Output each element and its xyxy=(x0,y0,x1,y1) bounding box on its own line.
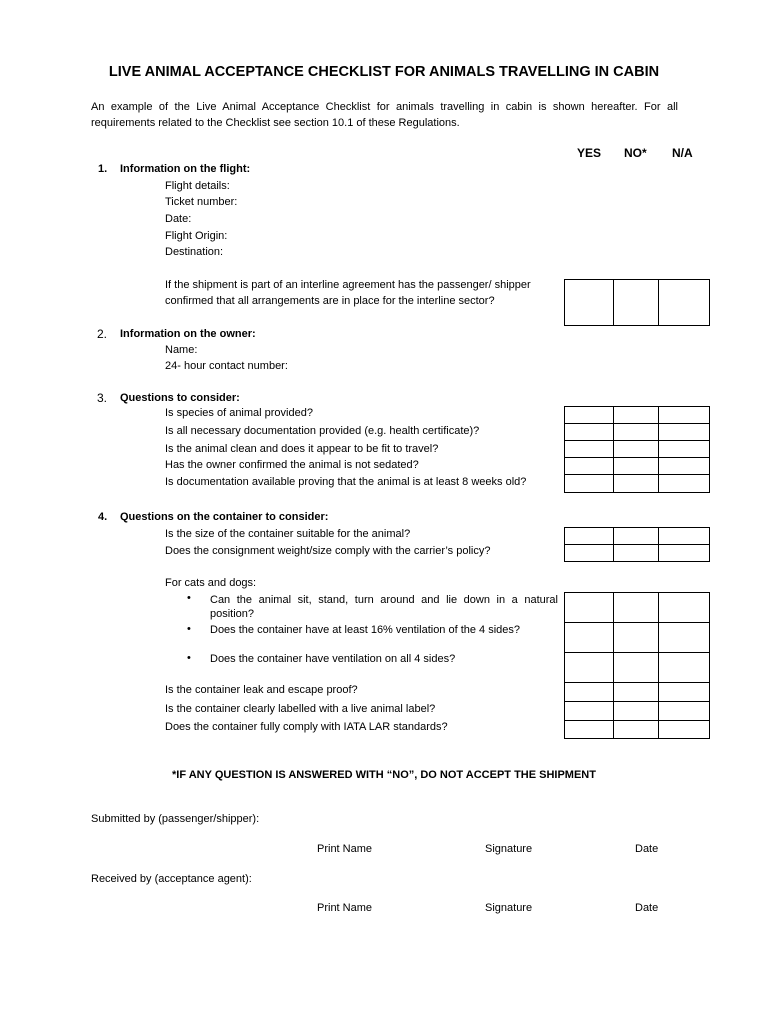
submitted-signature: Signature xyxy=(485,843,533,855)
received-signature: Signature xyxy=(485,902,533,914)
checkbox-na[interactable] xyxy=(659,702,710,721)
section-1-heading: Information on the flight: xyxy=(120,163,251,175)
question-live-animal-label: Is the container clearly labelled with a live animal label? xyxy=(165,703,436,715)
checkbox-yes[interactable] xyxy=(565,528,614,545)
checkbox-yes[interactable] xyxy=(565,593,614,623)
column-yes: YES xyxy=(577,146,602,160)
checkbox-na[interactable] xyxy=(659,623,710,653)
checkbox-yes[interactable] xyxy=(565,702,614,721)
checkbox-no[interactable] xyxy=(614,424,659,441)
checkbox-na[interactable] xyxy=(659,593,710,623)
received-print-name: Print Name xyxy=(317,902,373,914)
field-flight-details: Flight details: xyxy=(165,180,230,192)
checkbox-yes[interactable] xyxy=(565,280,614,326)
checkbox-no[interactable] xyxy=(614,528,659,545)
checkbox-no[interactable] xyxy=(614,721,659,739)
question-weight-size-policy: Does the consignment weight/size comply with the carrier’s policy? xyxy=(165,545,491,557)
checkbox-na[interactable] xyxy=(659,407,710,424)
checkbox-yes[interactable] xyxy=(565,721,614,739)
checkbox-no[interactable] xyxy=(614,683,659,702)
checkbox-na[interactable] xyxy=(659,458,710,475)
bullet-question-ventilation-4-sides: Does the container have ventilation on all 4 sides? xyxy=(210,653,456,665)
bullet-icon: • xyxy=(187,623,191,635)
question-documentation: Is all necessary documentation provided (e.g. health certificate)? xyxy=(165,425,480,437)
received-by-label: Received by (acceptance agent): xyxy=(91,873,252,885)
section-2-heading: Information on the owner: xyxy=(120,328,256,340)
checkbox-yes[interactable] xyxy=(565,441,614,458)
bullet-icon: • xyxy=(187,652,191,664)
question-age-8-weeks: Is documentation available proving that the animal is at least 8 weeks old? xyxy=(165,476,527,488)
column-no: NO* xyxy=(624,146,647,160)
question-iata-lar-standards: Does the container fully comply with IATA LAR standards? xyxy=(165,721,448,733)
checkbox-yes[interactable] xyxy=(565,623,614,653)
submitted-by-label: Submitted by (passenger/shipper): xyxy=(91,813,260,825)
question-not-sedated: Has the owner confirmed the animal is not sedated? xyxy=(165,459,419,471)
section-4-heading: Questions on the container to consider: xyxy=(120,511,329,523)
checkbox-na[interactable] xyxy=(659,653,710,683)
checkbox-yes[interactable] xyxy=(565,475,614,493)
checkbox-na[interactable] xyxy=(659,280,710,326)
checkbox-table-section-3 xyxy=(564,406,710,493)
checkbox-yes[interactable] xyxy=(565,653,614,683)
checkbox-na[interactable] xyxy=(659,475,710,493)
question-fit-to-travel: Is the animal clean and does it appear to be fit to travel? xyxy=(165,443,439,455)
field-name: Name: xyxy=(165,344,198,356)
checkbox-no[interactable] xyxy=(614,545,659,562)
checkbox-yes[interactable] xyxy=(565,545,614,562)
checkbox-no[interactable] xyxy=(614,475,659,493)
column-na: N/A xyxy=(672,146,693,160)
section-3-number: 3. xyxy=(97,391,108,405)
checkbox-no[interactable] xyxy=(614,593,659,623)
checkbox-no[interactable] xyxy=(614,407,659,424)
question-leak-escape-proof: Is the container leak and escape proof? xyxy=(165,684,358,696)
question-species: Is species of animal provided? xyxy=(165,407,313,419)
field-destination: Destination: xyxy=(165,246,224,258)
warning-note: *IF ANY QUESTION IS ANSWERED WITH “NO”, DO NOT ACCEPT THE SHIPMENT xyxy=(172,769,596,781)
checkbox-table-interline xyxy=(564,279,710,326)
checkbox-yes[interactable] xyxy=(565,458,614,475)
checkbox-no[interactable] xyxy=(614,653,659,683)
interline-question-line2: confirmed that all arrangements are in place for the interline sector? xyxy=(165,295,495,307)
checkbox-no[interactable] xyxy=(614,623,659,653)
checkbox-na[interactable] xyxy=(659,441,710,458)
checkbox-table-section-4a xyxy=(564,527,710,562)
checkbox-table-cats-dogs xyxy=(564,592,710,739)
checkbox-na[interactable] xyxy=(659,683,710,702)
field-date: Date: xyxy=(165,213,192,225)
checkbox-na[interactable] xyxy=(659,424,710,441)
bullet-icon: • xyxy=(187,592,191,604)
submitted-date: Date xyxy=(635,843,659,855)
checkbox-na[interactable] xyxy=(659,545,710,562)
checkbox-no[interactable] xyxy=(614,441,659,458)
bullet-question-sit-stand: Can the animal sit, stand, turn around and lie down in a natural position? xyxy=(210,594,558,620)
checkbox-no[interactable] xyxy=(614,702,659,721)
field-ticket-number: Ticket number: xyxy=(165,196,238,208)
field-contact-number: 24- hour contact number: xyxy=(165,360,288,372)
bullet-question-ventilation-16: Does the container have at least 16% ventilation of the 4 sides? xyxy=(210,624,521,636)
checkbox-yes[interactable] xyxy=(565,407,614,424)
field-flight-origin: Flight Origin: xyxy=(165,230,228,242)
intro-paragraph: An example of the Live Animal Acceptance Checklist for animals travelling in cabin is shown hereafter. For all requirements related to the Checklist see section 10.1 of these Regulations. xyxy=(91,101,678,129)
checkbox-yes[interactable] xyxy=(565,424,614,441)
section-4-number: 4. xyxy=(98,511,108,523)
submitted-print-name: Print Name xyxy=(317,843,373,855)
checkbox-no[interactable] xyxy=(614,458,659,475)
checkbox-na[interactable] xyxy=(659,528,710,545)
checkbox-na[interactable] xyxy=(659,721,710,739)
checkbox-no[interactable] xyxy=(614,280,659,326)
section-2-number: 2. xyxy=(97,327,108,341)
question-container-size: Is the size of the container suitable for the animal? xyxy=(165,528,411,540)
cats-dogs-subheading: For cats and dogs: xyxy=(165,577,257,589)
interline-question-line1: If the shipment is part of an interline agreement has the passenger/ shipper xyxy=(165,279,531,291)
received-date: Date xyxy=(635,902,659,914)
section-3-heading: Questions to consider: xyxy=(120,392,240,404)
checkbox-yes[interactable] xyxy=(565,683,614,702)
page-title: LIVE ANIMAL ACCEPTANCE CHECKLIST FOR ANIMALS TRAVELLING IN CABIN xyxy=(108,64,660,80)
section-1-number: 1. xyxy=(98,163,108,175)
